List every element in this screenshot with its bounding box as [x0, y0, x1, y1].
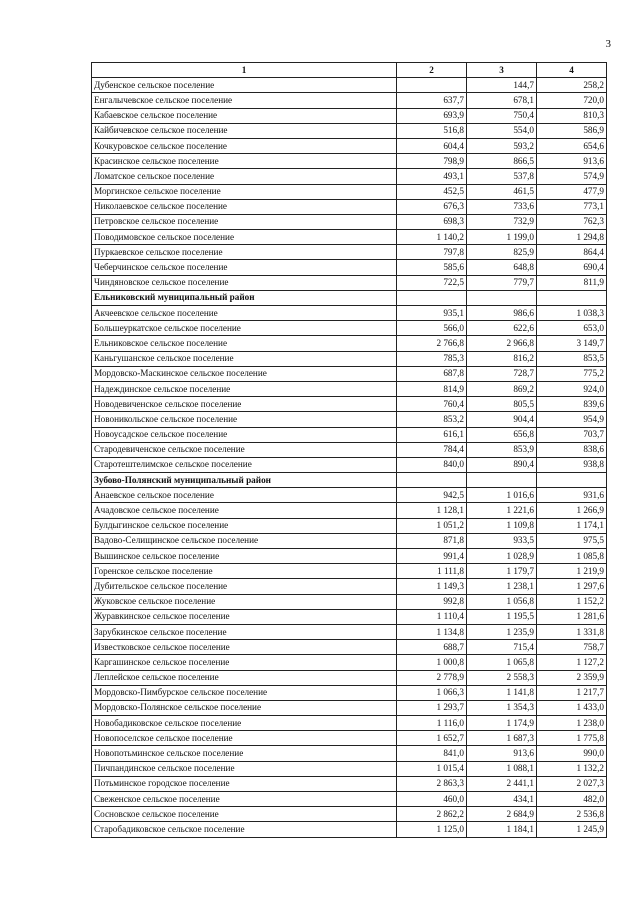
- table-row: [92, 306, 607, 321]
- column-3-value: 1 184,1: [467, 822, 537, 837]
- column-2-value: 814,9: [397, 381, 467, 396]
- column-4-value: 810,3: [537, 108, 607, 123]
- column-4-value: 482,0: [537, 792, 607, 807]
- settlement-name-cell: Мордовско-Пимбурское сельское поселение: [92, 685, 397, 700]
- table-row: [92, 230, 607, 245]
- column-4-value: 954,9: [537, 412, 607, 427]
- column-4-value: 720,0: [537, 93, 607, 108]
- column-4-value: 690,4: [537, 260, 607, 275]
- column-3-value: 461,5: [467, 184, 537, 199]
- column-3-value: 986,6: [467, 306, 537, 321]
- column-2-value: 1 015,4: [397, 761, 467, 776]
- column-2-value: 840,0: [397, 457, 467, 472]
- settlement-name-cell: Николаевское сельское поселение: [92, 199, 397, 214]
- column-3-value: 554,0: [467, 123, 537, 138]
- column-2-value: 1 140,2: [397, 230, 467, 245]
- settlement-name-cell: Анаевское сельское поселение: [92, 488, 397, 503]
- settlement-name-cell: Ельниковское сельское поселение: [92, 336, 397, 351]
- table-row: [92, 78, 607, 93]
- table-body: [92, 78, 607, 837]
- column-2-value: 2 778,9: [397, 670, 467, 685]
- column-3-value: 779,7: [467, 275, 537, 290]
- column-2-value: [397, 473, 467, 488]
- settlement-name-cell: Свеженское сельское поселение: [92, 792, 397, 807]
- settlement-name-cell: Акчеевское сельское поселение: [92, 306, 397, 321]
- column-4-value: 1 132,2: [537, 761, 607, 776]
- column-2-value: 2 863,3: [397, 776, 467, 791]
- column-2-value: 1 652,7: [397, 731, 467, 746]
- column-4-value: 775,2: [537, 366, 607, 381]
- column-3-value: 816,2: [467, 351, 537, 366]
- column-4-value: 838,6: [537, 442, 607, 457]
- column-3-value: 1 195,5: [467, 609, 537, 624]
- column-3-value: 933,5: [467, 533, 537, 548]
- settlement-name-cell: Каргашинское сельское поселение: [92, 655, 397, 670]
- column-4-value: 1 038,3: [537, 306, 607, 321]
- column-3-value: 866,5: [467, 154, 537, 169]
- column-3-value: 2 684,9: [467, 807, 537, 822]
- table-row: [92, 807, 607, 822]
- column-2-value: 797,8: [397, 245, 467, 260]
- column-2-value: 585,6: [397, 260, 467, 275]
- table-row: [92, 108, 607, 123]
- column-3-value: 853,9: [467, 442, 537, 457]
- column-3-value: 648,8: [467, 260, 537, 275]
- table-row: [92, 169, 607, 184]
- settlement-name-cell: Красинское сельское поселение: [92, 154, 397, 169]
- column-4-value: [537, 473, 607, 488]
- table-header-row: [92, 63, 607, 78]
- column-4-value: 975,5: [537, 533, 607, 548]
- column-2-value: 942,5: [397, 488, 467, 503]
- table-row: [92, 442, 607, 457]
- settlement-name-cell: Новоусадское сельское поселение: [92, 427, 397, 442]
- column-2-value: 1 000,8: [397, 655, 467, 670]
- column-3-value: 656,8: [467, 427, 537, 442]
- column-2-value: 784,4: [397, 442, 467, 457]
- table-row: [92, 488, 607, 503]
- settlement-name-cell: Петровское сельское поселение: [92, 214, 397, 229]
- table-row: [92, 336, 607, 351]
- column-4-value: 258,2: [537, 78, 607, 93]
- column-4-value: 762,3: [537, 214, 607, 229]
- settlement-name-cell: Кабаевское сельское поселение: [92, 108, 397, 123]
- column-3-value: 728,7: [467, 366, 537, 381]
- column-3-value: 1 056,8: [467, 594, 537, 609]
- column-3-value: 1 174,9: [467, 716, 537, 731]
- settlement-name-cell: Новопоселское сельское поселение: [92, 731, 397, 746]
- column-header: 4: [537, 63, 607, 78]
- settlement-name-cell: Мордовско-Полянское сельское поселение: [92, 700, 397, 715]
- table-section-row: [92, 473, 607, 488]
- table-row: [92, 381, 607, 396]
- settlement-name-cell: Старобадиковское сельское поселение: [92, 822, 397, 837]
- settlement-name-cell: Дубительское сельское поселение: [92, 579, 397, 594]
- table-row: [92, 214, 607, 229]
- column-2-value: 460,0: [397, 792, 467, 807]
- settlement-name-cell: Журавкинское сельское поселение: [92, 609, 397, 624]
- column-2-value: 698,3: [397, 214, 467, 229]
- column-3-value: 1 221,6: [467, 503, 537, 518]
- column-2-value: 2 862,2: [397, 807, 467, 822]
- column-2-value: [397, 290, 467, 305]
- column-3-value: 2 558,3: [467, 670, 537, 685]
- column-3-value: 1 109,8: [467, 518, 537, 533]
- column-4-value: 811,9: [537, 275, 607, 290]
- column-3-value: 715,4: [467, 640, 537, 655]
- column-4-value: 1 174,1: [537, 518, 607, 533]
- column-2-value: 853,2: [397, 412, 467, 427]
- settlement-name-cell: Пуркаевское сельское поселение: [92, 245, 397, 260]
- column-4-value: 990,0: [537, 746, 607, 761]
- column-3-value: 1 088,1: [467, 761, 537, 776]
- column-header: 2: [397, 63, 467, 78]
- column-4-value: 1 294,8: [537, 230, 607, 245]
- table-row: [92, 731, 607, 746]
- column-2-value: 2 766,8: [397, 336, 467, 351]
- settlement-name-cell: Леплейское сельское поселение: [92, 670, 397, 685]
- settlement-name-cell: Дубенское сельское поселение: [92, 78, 397, 93]
- column-4-value: 1 775,8: [537, 731, 607, 746]
- column-4-value: 1 219,9: [537, 564, 607, 579]
- settlement-name-cell: Новодевиченское сельское поселение: [92, 397, 397, 412]
- table-row: [92, 746, 607, 761]
- column-3-value: 1 354,3: [467, 700, 537, 715]
- table-row: [92, 716, 607, 731]
- settlement-name-cell: Вадово-Селищинское сельское поселение: [92, 533, 397, 548]
- column-2-value: 693,9: [397, 108, 467, 123]
- column-2-value: 935,1: [397, 306, 467, 321]
- column-2-value: 785,3: [397, 351, 467, 366]
- settlement-name-cell: Моргинское сельское поселение: [92, 184, 397, 199]
- column-4-value: 3 149,7: [537, 336, 607, 351]
- table-row: [92, 670, 607, 685]
- column-3-value: 144,7: [467, 78, 537, 93]
- column-3-value: 678,1: [467, 93, 537, 108]
- settlement-name-cell: Чеберчинское сельское поселение: [92, 260, 397, 275]
- settlement-name-cell: Стародевиченское сельское поселение: [92, 442, 397, 457]
- settlement-name-cell: Ельниковский муниципальный район: [92, 290, 397, 305]
- column-2-value: 616,1: [397, 427, 467, 442]
- table-row: [92, 397, 607, 412]
- budget-table: [91, 62, 607, 838]
- column-3-value: 1 199,0: [467, 230, 537, 245]
- column-3-value: 593,2: [467, 138, 537, 153]
- settlement-name-cell: Новоникольское сельское поселение: [92, 412, 397, 427]
- column-2-value: 1 125,0: [397, 822, 467, 837]
- column-3-value: 913,6: [467, 746, 537, 761]
- column-3-value: [467, 290, 537, 305]
- table-row: [92, 761, 607, 776]
- column-4-value: [537, 290, 607, 305]
- column-2-value: 1 134,8: [397, 624, 467, 639]
- settlement-name-cell: Большеуркатское сельское поселение: [92, 321, 397, 336]
- column-4-value: 1 127,2: [537, 655, 607, 670]
- column-2-value: 841,0: [397, 746, 467, 761]
- column-4-value: 2 536,8: [537, 807, 607, 822]
- settlement-name-cell: Старотештелимское сельское поселение: [92, 457, 397, 472]
- column-2-value: 1 293,7: [397, 700, 467, 715]
- column-2-value: 566,0: [397, 321, 467, 336]
- column-3-value: 1 016,6: [467, 488, 537, 503]
- table-row: [92, 260, 607, 275]
- table-row: [92, 792, 607, 807]
- column-3-value: 750,4: [467, 108, 537, 123]
- column-4-value: 1 085,8: [537, 549, 607, 564]
- page-number: 3: [605, 38, 611, 50]
- table-row: [92, 549, 607, 564]
- column-4-value: 654,6: [537, 138, 607, 153]
- column-2-value: [397, 78, 467, 93]
- table-row: [92, 533, 607, 548]
- settlement-name-cell: Поводимовское сельское поселение: [92, 230, 397, 245]
- column-3-value: 733,6: [467, 199, 537, 214]
- column-3-value: 869,2: [467, 381, 537, 396]
- column-3-value: 1 687,3: [467, 731, 537, 746]
- column-2-value: 722,5: [397, 275, 467, 290]
- column-4-value: 758,7: [537, 640, 607, 655]
- table-row: [92, 776, 607, 791]
- column-2-value: 516,8: [397, 123, 467, 138]
- column-4-value: 2 027,3: [537, 776, 607, 791]
- column-3-value: 732,9: [467, 214, 537, 229]
- column-4-value: 477,9: [537, 184, 607, 199]
- settlement-name-cell: Каньгушанское сельское поселение: [92, 351, 397, 366]
- settlement-name-cell: Потьминское городское поселение: [92, 776, 397, 791]
- column-2-value: 676,3: [397, 199, 467, 214]
- settlement-name-cell: Вышинское сельское поселение: [92, 549, 397, 564]
- column-3-value: 1 235,9: [467, 624, 537, 639]
- column-header: 1: [92, 63, 397, 78]
- column-4-value: 1 238,0: [537, 716, 607, 731]
- column-4-value: 853,5: [537, 351, 607, 366]
- column-4-value: 931,6: [537, 488, 607, 503]
- column-4-value: 703,7: [537, 427, 607, 442]
- table-row: [92, 457, 607, 472]
- table-row: [92, 366, 607, 381]
- column-2-value: 1 116,0: [397, 716, 467, 731]
- column-4-value: 1 297,6: [537, 579, 607, 594]
- column-4-value: 1 331,8: [537, 624, 607, 639]
- settlement-name-cell: Горенское сельское поселение: [92, 564, 397, 579]
- table-row: [92, 412, 607, 427]
- table-row: [92, 518, 607, 533]
- settlement-name-cell: Кайбичевское сельское поселение: [92, 123, 397, 138]
- column-3-value: 1 028,9: [467, 549, 537, 564]
- table-row: [92, 138, 607, 153]
- settlement-name-cell: Надеждинское сельское поселение: [92, 381, 397, 396]
- column-2-value: 1 111,8: [397, 564, 467, 579]
- column-3-value: 434,1: [467, 792, 537, 807]
- settlement-name-cell: Ломатское сельское поселение: [92, 169, 397, 184]
- column-4-value: 1 245,9: [537, 822, 607, 837]
- table-row: [92, 564, 607, 579]
- column-2-value: 493,1: [397, 169, 467, 184]
- settlement-name-cell: Известковское сельское поселение: [92, 640, 397, 655]
- table-row: [92, 275, 607, 290]
- column-2-value: 760,4: [397, 397, 467, 412]
- settlement-name-cell: Мордовско-Маскинское сельское поселение: [92, 366, 397, 381]
- table-row: [92, 609, 607, 624]
- table-row: [92, 351, 607, 366]
- settlement-name-cell: Пичпандинское сельское поселение: [92, 761, 397, 776]
- column-2-value: 992,8: [397, 594, 467, 609]
- column-2-value: 1 110,4: [397, 609, 467, 624]
- table-row: [92, 123, 607, 138]
- table-row: [92, 700, 607, 715]
- column-3-value: 1 065,8: [467, 655, 537, 670]
- table-section-row: [92, 290, 607, 305]
- column-2-value: 637,7: [397, 93, 467, 108]
- column-4-value: 1 281,6: [537, 609, 607, 624]
- column-2-value: 1 051,2: [397, 518, 467, 533]
- table-row: [92, 685, 607, 700]
- settlement-name-cell: Сосновское сельское поселение: [92, 807, 397, 822]
- column-2-value: 798,9: [397, 154, 467, 169]
- settlement-name-cell: Жуковское сельское поселение: [92, 594, 397, 609]
- column-3-value: 825,9: [467, 245, 537, 260]
- column-3-value: 805,5: [467, 397, 537, 412]
- column-3-value: 537,8: [467, 169, 537, 184]
- column-3-value: 1 141,8: [467, 685, 537, 700]
- column-4-value: 574,9: [537, 169, 607, 184]
- table-row: [92, 154, 607, 169]
- column-3-value: 1 179,7: [467, 564, 537, 579]
- column-3-value: 904,4: [467, 412, 537, 427]
- column-4-value: 864,4: [537, 245, 607, 260]
- column-header: 3: [467, 63, 537, 78]
- column-4-value: 1 217,7: [537, 685, 607, 700]
- column-4-value: 1 433,0: [537, 700, 607, 715]
- column-3-value: 1 238,1: [467, 579, 537, 594]
- settlement-name-cell: Кочкуровское сельское поселение: [92, 138, 397, 153]
- table-row: [92, 822, 607, 837]
- table-row: [92, 503, 607, 518]
- table-row: [92, 655, 607, 670]
- column-4-value: 938,8: [537, 457, 607, 472]
- table-row: [92, 594, 607, 609]
- column-2-value: 1 128,1: [397, 503, 467, 518]
- table-row: [92, 321, 607, 336]
- settlement-name-cell: Ачадовское сельское поселение: [92, 503, 397, 518]
- column-4-value: 924,0: [537, 381, 607, 396]
- column-2-value: 1 149,3: [397, 579, 467, 594]
- column-2-value: 871,8: [397, 533, 467, 548]
- settlement-name-cell: Зубово-Полянский муниципальный район: [92, 473, 397, 488]
- settlement-name-cell: Чиндяновское сельское поселение: [92, 275, 397, 290]
- column-2-value: 1 066,3: [397, 685, 467, 700]
- column-4-value: 1 152,2: [537, 594, 607, 609]
- table-row: [92, 184, 607, 199]
- settlement-name-cell: Булдыгинское сельское поселение: [92, 518, 397, 533]
- table-row: [92, 640, 607, 655]
- column-4-value: 913,6: [537, 154, 607, 169]
- table-row: [92, 427, 607, 442]
- table-row: [92, 199, 607, 214]
- column-2-value: 452,5: [397, 184, 467, 199]
- column-4-value: 773,1: [537, 199, 607, 214]
- column-2-value: 687,8: [397, 366, 467, 381]
- settlement-name-cell: Зарубкинское сельское поселение: [92, 624, 397, 639]
- table-row: [92, 624, 607, 639]
- column-3-value: 2 441,1: [467, 776, 537, 791]
- column-4-value: 2 359,9: [537, 670, 607, 685]
- column-3-value: 890,4: [467, 457, 537, 472]
- table-row: [92, 93, 607, 108]
- column-2-value: 604,4: [397, 138, 467, 153]
- column-4-value: 653,0: [537, 321, 607, 336]
- settlement-name-cell: Новобадиковское сельское поселение: [92, 716, 397, 731]
- settlement-name-cell: Новопотьминское сельское поселение: [92, 746, 397, 761]
- column-2-value: 688,7: [397, 640, 467, 655]
- column-2-value: 991,4: [397, 549, 467, 564]
- column-3-value: [467, 473, 537, 488]
- column-3-value: 622,6: [467, 321, 537, 336]
- column-3-value: 2 966,8: [467, 336, 537, 351]
- column-4-value: 1 266,9: [537, 503, 607, 518]
- table-row: [92, 579, 607, 594]
- table-row: [92, 245, 607, 260]
- settlement-name-cell: Енгалычевское сельское поселение: [92, 93, 397, 108]
- column-4-value: 586,9: [537, 123, 607, 138]
- column-4-value: 839,6: [537, 397, 607, 412]
